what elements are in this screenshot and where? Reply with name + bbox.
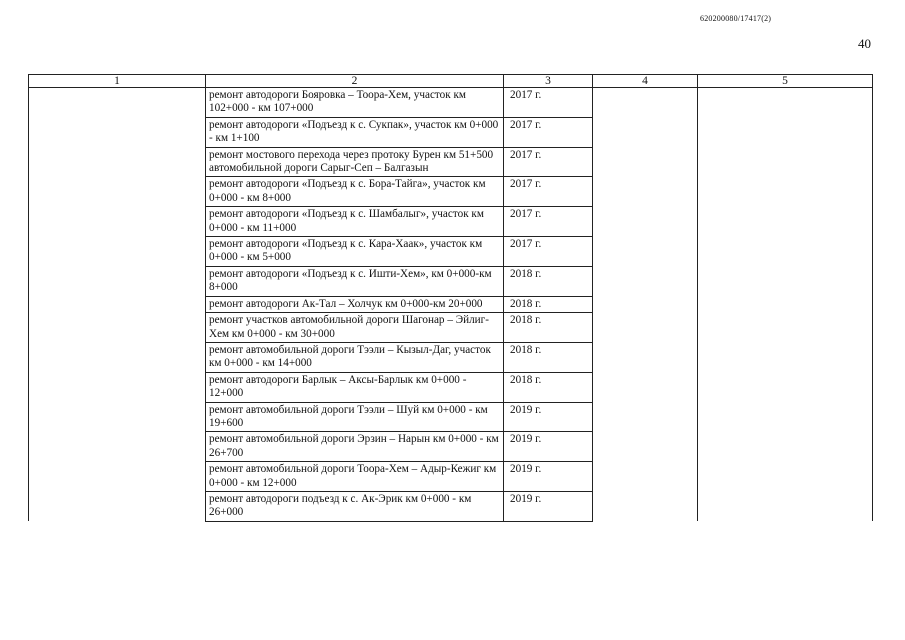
- column-header: 2: [206, 75, 504, 88]
- work-description-cell: ремонт автодороги «Подъезд к с. Сукпак», участок км 0+000 - км 1+100: [206, 117, 504, 147]
- page-number: 40: [858, 36, 871, 51]
- data-table: [28, 74, 873, 522]
- work-description-cell: ремонт автомобильной дороги Тээли – Шуй км 0+000 - км 19+600: [206, 402, 504, 432]
- work-description-cell: ремонт автодороги Ак-Тал – Холчук км 0+000-км 20+000: [206, 296, 504, 312]
- work-description-cell: ремонт автодороги «Подъезд к с. Шамбалыг», участок км 0+000 - км 11+000: [206, 207, 504, 237]
- year-cell: 2018 г.: [504, 266, 593, 296]
- work-description-cell: ремонт автомобильной дороги Эрзин – Нарын км 0+000 - км 26+700: [206, 432, 504, 462]
- work-description-cell: ремонт автодороги подъезд к с. Ак-Эрик км 0+000 - км 26+000: [206, 491, 504, 521]
- column-5-cell: [698, 88, 873, 522]
- work-description-cell: ремонт автомобильной дороги Тоора-Хем – Адыр-Кежиг км 0+000 - км 12+000: [206, 462, 504, 492]
- year-cell: 2017 г.: [504, 147, 593, 177]
- column-number-row: [29, 75, 873, 88]
- column-header: 1: [29, 75, 206, 88]
- year-cell: 2017 г.: [504, 207, 593, 237]
- year-cell: 2019 г.: [504, 491, 593, 521]
- column-4-cell: [593, 88, 698, 522]
- year-cell: 2018 г.: [504, 313, 593, 343]
- year-cell: 2018 г.: [504, 296, 593, 312]
- year-cell: 2018 г.: [504, 372, 593, 402]
- year-cell: 2019 г.: [504, 402, 593, 432]
- work-description-cell: ремонт участков автомобильной дороги Шагонар – Эйлиг-Хем км 0+000 - км 30+000: [206, 313, 504, 343]
- column-header: 4: [593, 75, 698, 88]
- document-id: 620200080/17417(2): [700, 14, 772, 23]
- year-cell: 2019 г.: [504, 432, 593, 462]
- work-description-cell: ремонт автомобильной дороги Тээли – Кызыл-Даг, участок км 0+000 - км 14+000: [206, 342, 504, 372]
- work-description-cell: ремонт автодороги «Подъезд к с. Ишти-Хем», км 0+000-км 8+000: [206, 266, 504, 296]
- column-header: 3: [504, 75, 593, 88]
- year-cell: 2018 г.: [504, 342, 593, 372]
- year-cell: 2017 г.: [504, 237, 593, 267]
- work-description-cell: ремонт мостового перехода через протоку Бурен км 51+500 автомобильной дороги Сарыг-Сеп – Балгазын: [206, 147, 504, 177]
- work-description-cell: ремонт автодороги Барлык – Аксы-Барлык км 0+000 - 12+000: [206, 372, 504, 402]
- table-row: [29, 88, 873, 118]
- year-cell: 2019 г.: [504, 462, 593, 492]
- work-description-cell: ремонт автодороги «Подъезд к с. Кара-Хаак», участок км 0+000 - км 5+000: [206, 237, 504, 267]
- year-cell: 2017 г.: [504, 177, 593, 207]
- year-cell: 2017 г.: [504, 117, 593, 147]
- column-1-cell: [29, 88, 206, 522]
- column-header: 5: [698, 75, 873, 88]
- work-description-cell: ремонт автодороги «Подъезд к с. Бора-Тайга», участок км 0+000 - км 8+000: [206, 177, 504, 207]
- year-cell: 2017 г.: [504, 88, 593, 118]
- work-description-cell: ремонт автодороги Бояровка – Тоора-Хем, участок км 102+000 - км 107+000: [206, 88, 504, 118]
